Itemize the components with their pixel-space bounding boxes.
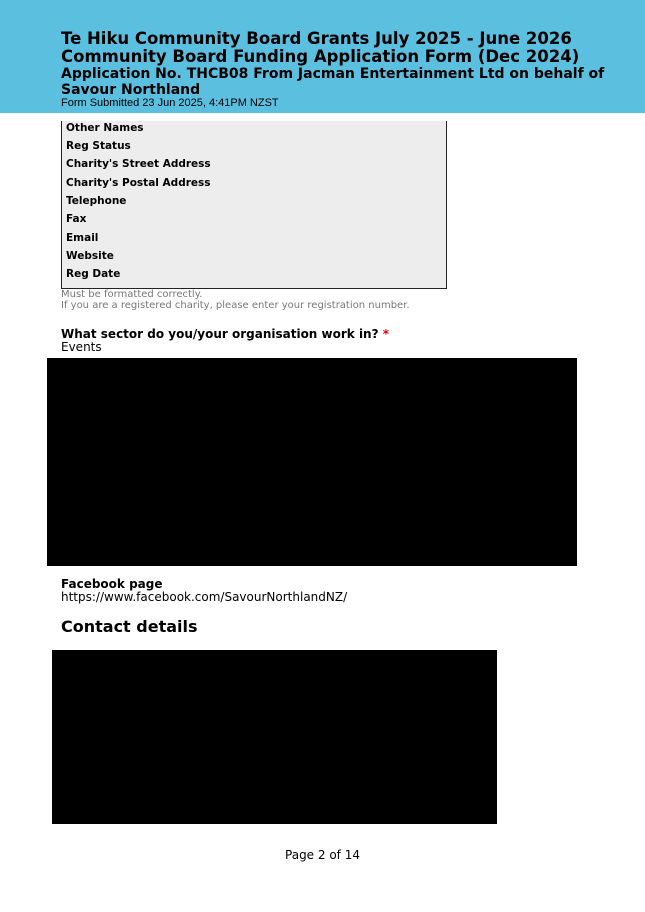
facebook-label: Facebook page [61,577,163,591]
charity-field-reg-status: Reg Status [66,140,131,152]
charity-details-box [61,121,447,289]
redacted-block-1 [47,358,577,566]
charity-hint-registration: If you are a registered charity, please enter your registration number. [61,300,410,311]
form-title-line1: Te Hiku Community Board Grants July 2025 - June 2026 [61,29,572,48]
charity-field-postal-address: Charity's Postal Address [66,177,211,189]
charity-field-fax: Fax [66,213,87,225]
sector-question-text: What sector do you/your organisation work in? [61,327,379,341]
form-title-line2: Community Board Funding Application Form (Dec 2024) [61,47,580,66]
charity-field-street-address: Charity's Street Address [66,158,211,170]
required-marker: * [382,327,390,341]
submitted-timestamp: Form Submitted 23 Jun 2025, 4:41PM NZST [61,97,279,109]
sector-question [61,327,389,341]
application-subtitle: Application No. THCB08 From Jacman Entertainment Ltd on behalf of Savour Northland [61,66,605,98]
form-header [0,0,645,113]
charity-field-email: Email [66,232,99,244]
charity-hint-format: Must be formatted correctly. [61,289,203,300]
page-number: Page 2 of 14 [285,848,360,862]
facebook-url[interactable]: https://www.facebook.com/SavourNorthlandNZ/ [61,590,348,604]
sector-answer: Events [61,340,102,354]
contact-details-heading: Contact details [61,617,198,636]
charity-field-telephone: Telephone [66,195,127,207]
charity-field-reg-date: Reg Date [66,268,121,280]
charity-field-other-names: Other Names [66,122,144,134]
charity-field-website: Website [66,250,114,262]
redacted-block-2 [52,650,497,824]
